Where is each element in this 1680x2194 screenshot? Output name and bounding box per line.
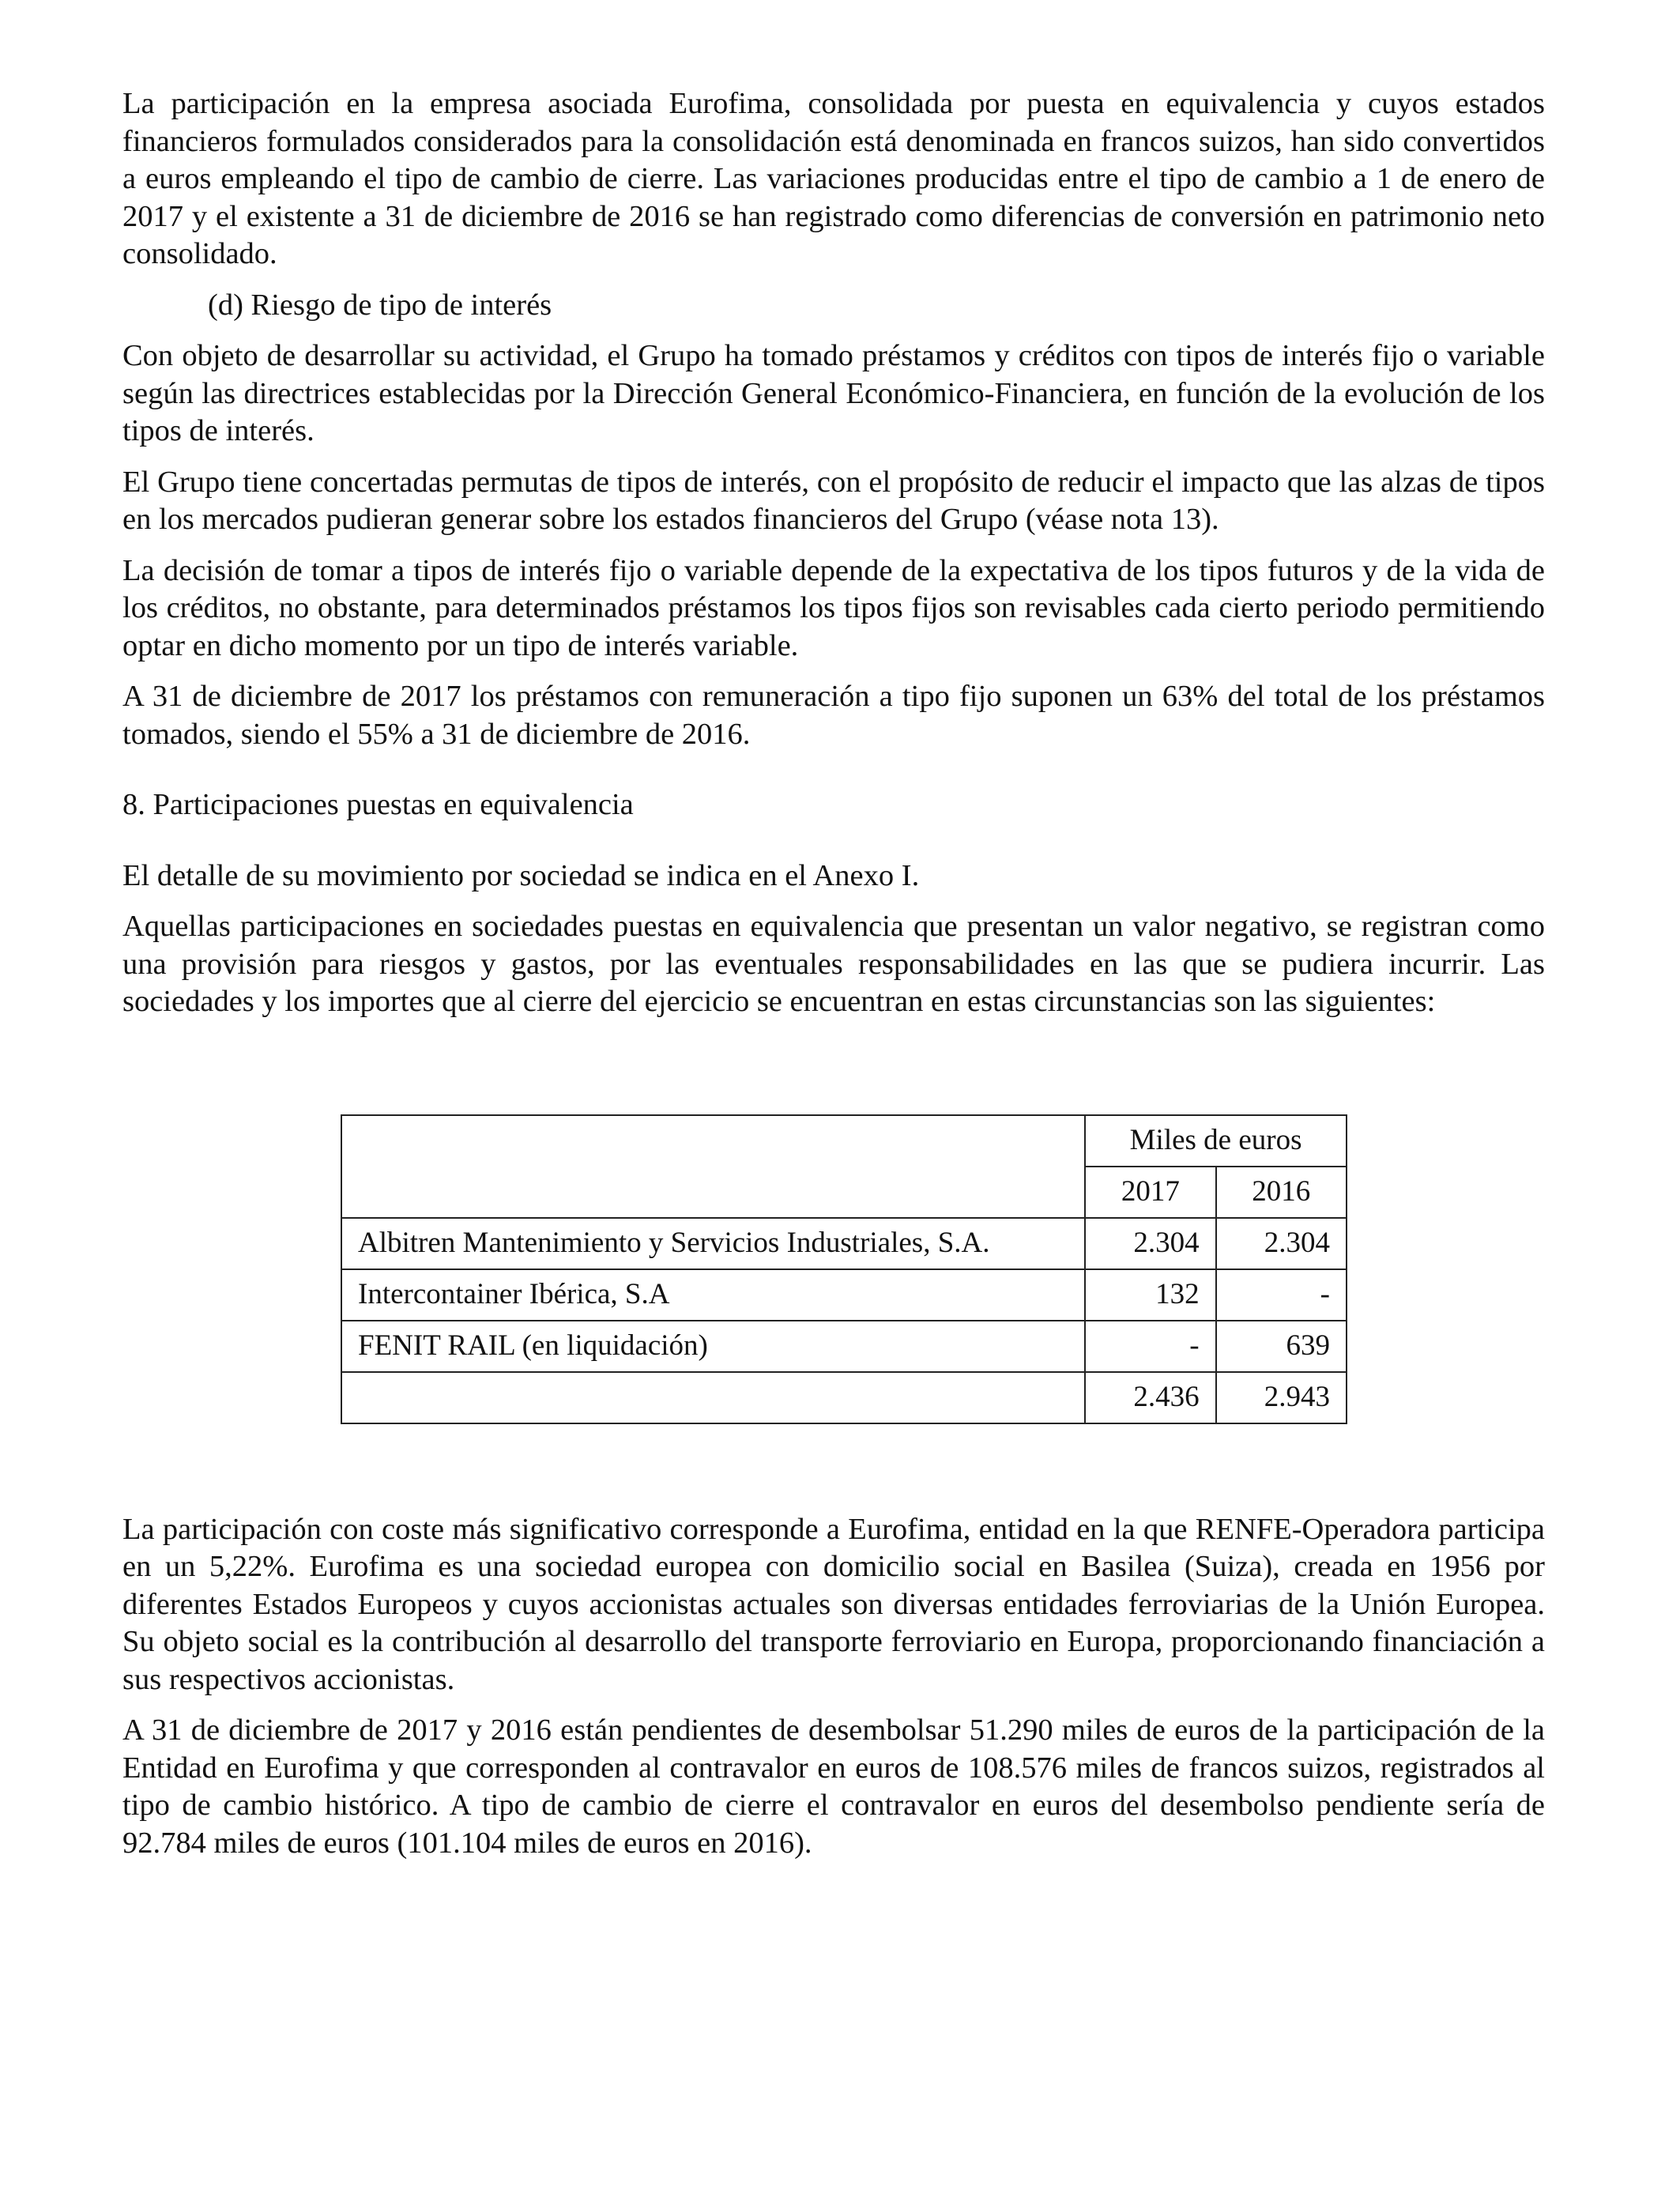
table-total-2016: 2.943 [1216, 1372, 1347, 1423]
paragraph-fixed-variable-decision: La decisión de tomar a tipos de interés fijo o variable depende de la expectativa de los tipos futuros y de la vida de los créditos, no obstante, para determinados préstamos los tipos fijos son revisables cada cierto periodo permitiendo optar en dicho momento por un tipo de interés variable. [122, 553, 1545, 662]
table-total-row [341, 1372, 1347, 1423]
table-total-label-empty [341, 1372, 1085, 1423]
table-cell-company: FENIT RAIL (en liquidación) [341, 1321, 1085, 1372]
table-header-empty-cell [341, 1115, 1085, 1218]
amounts-table [341, 1114, 1347, 1424]
table-cell-company: Intercontainer Ibérica, S.A [341, 1269, 1085, 1321]
document-page [122, 85, 1545, 1875]
table-header-unit: Miles de euros [1085, 1115, 1347, 1167]
table-cell-amount-2017: - [1085, 1321, 1215, 1372]
table-row [341, 1321, 1347, 1372]
table-cell-amount-2017: 2.304 [1085, 1218, 1215, 1269]
amounts-table-wrapper [341, 1114, 1347, 1424]
closing-section [122, 1511, 1545, 1863]
table-cell-amount-2016: 2.304 [1216, 1218, 1347, 1269]
paragraph-loans-credits: Con objeto de desarrollar su actividad, el Grupo ha tomado préstamos y créditos con tipos de interés fijo o variable según las directrices establecidas por la Dirección General Económico-Financiera, en función de la evolución de los tipos de interés. [122, 339, 1545, 447]
subheading-interest-rate-risk: (d) Riesgo de tipo de interés [208, 288, 552, 322]
paragraph-negative-value-provisions: Aquellas participaciones en sociedades puestas en equivalencia que presentan un valor negativo, se registran como una provisión para riesgos y gastos, por las eventuales responsabilidades en las que se pudiera incurrir. Las sociedades y los importes que al cierre del ejercicio se encuentran en estas circunstancias son las siguientes: [122, 910, 1545, 1018]
section-title-8: 8. Participaciones puestas en equivalencia [122, 788, 634, 821]
paragraph-eurofima-description: La participación con coste más significativo corresponde a Eurofima, entidad en la que RENFE-Operadora participa en un 5,22%. Eurofima es una sociedad europea con domicilio social en Basilea (Suiza), creada en 1956 por diferentes Estados Europeos y cuyos accionistas actuales son diversas entidades ferroviarias de la Unión Europea. Su objeto social es la contribución al desarrollo del transporte ferroviario en Europa, proporcionando financiación a sus respectivos accionistas. [122, 1512, 1545, 1696]
table-row [341, 1269, 1347, 1321]
paragraph-annex-reference: El detalle de su movimiento por sociedad se indica en el Anexo I. [122, 858, 920, 892]
paragraph-pending-disbursement: A 31 de diciembre de 2017 y 2016 están pendientes de desembolsar 51.290 miles de euros de la participación de la Entidad en Eurofima y que corresponden al contravalor en euros de 108.576 miles de francos suizos, registrados al tipo de cambio histórico. A tipo de cambio de cierre el contravalor en euros del desembolso pendiente sería de 92.784 miles de euros (101.104 miles de euros en 2016). [122, 1713, 1545, 1860]
table-header-row-unit [341, 1115, 1347, 1167]
table-header-year-2016: 2016 [1216, 1167, 1347, 1218]
table-cell-amount-2016: - [1216, 1269, 1347, 1321]
table-header-year-2017: 2017 [1085, 1167, 1215, 1218]
paragraph-eurofima-conversion: La participación en la empresa asociada Eurofima, consolidada por puesta en equivalencia y cuyos estados financieros formulados considerados para la consolidación está denominada en francos suizos, han sido convertidos a euros empleando el tipo de cambio de cierre. Las variaciones producidas entre el tipo de cambio a 1 de enero de 2017 y el existente a 31 de diciembre de 2016 se han registrado como diferencias de conversión en patrimonio neto consolidado. [122, 87, 1545, 270]
table-cell-amount-2017: 132 [1085, 1269, 1215, 1321]
table-row [341, 1218, 1347, 1269]
table-total-2017: 2.436 [1085, 1372, 1215, 1423]
paragraph-fixed-rate-share: A 31 de diciembre de 2017 los préstamos con remuneración a tipo fijo suponen un 63% del total de los préstamos tomados, siendo el 55% a 31 de diciembre de 2016. [122, 680, 1545, 751]
table-cell-amount-2016: 639 [1216, 1321, 1347, 1372]
paragraph-interest-swaps: El Grupo tiene concertadas permutas de tipos de interés, con el propósito de reducir el impacto que las alzas de tipos en los mercados pudieran generar sobre los estados financieros del Grupo (véase nota 13). [122, 465, 1545, 536]
table-cell-company: Albitren Mantenimiento y Servicios Industriales, S.A. [341, 1218, 1085, 1269]
